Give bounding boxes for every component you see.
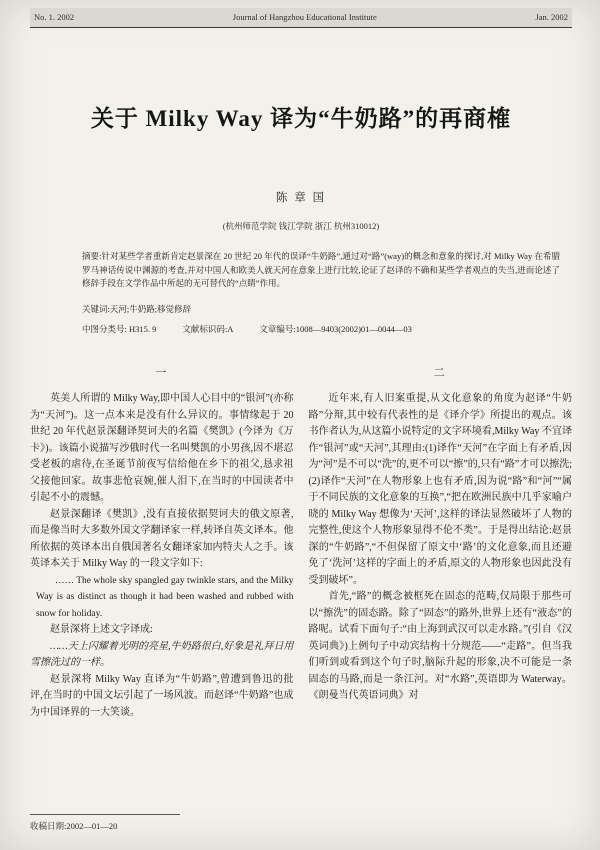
- right-column: [309, 363, 573, 722]
- left-column: [30, 363, 294, 722]
- issue-number: No. 1. 2002: [34, 12, 75, 22]
- front-matter: [82, 250, 560, 337]
- paragraph: 赵景深将 Milky Way 直译为“牛奶路”,曾遭到鲁迅的批评,在当时的中国文坛引起了一场风波。而赵译“牛奶路”也成为中国译界的一大笑谈。: [30, 673, 294, 718]
- article-id: 文章编号:1008—9403(2002)01—0044—03: [259, 324, 412, 334]
- page-footer: [30, 814, 180, 832]
- abstract-text: 摘要:针对某些学者重新肯定赵景深在 20 世纪 20 年代的误译“牛奶路”,通过对“路”(way)的概念和意象的探讨,对 Milky Way 在希腊罗马神话传说中渊源的考查,并对中国人和欧美人就天河在意象上进行比较,论证了赵译的不确和某些学者观点的失当,进而论述了修辞手段在文学作品中所起的无可替代的“点睛”作用。: [82, 251, 560, 288]
- journal-masthead: [30, 8, 572, 28]
- author-affiliation: (杭州师范学院 钱江学院 浙江 杭州310012): [222, 221, 380, 231]
- article-title: 关于 Milky Way 译为“牛奶路”的再商榷: [90, 106, 512, 131]
- author-name: 陈 章 国: [275, 192, 327, 204]
- paragraph: 近年来,有人旧案重提,从文化意象的角度为赵译“牛奶路”分辩,其中较有代表性的是《译介学》所提出的观点。该书作者认为,从这篇小说特定的文字环境看,Milky Way 不宜译作“银河”或“天河”,其理由:(1)译作“天河”在字面上有矛盾,因为“河”是不可以“洗”的,更不可以“擦”的,只有“路”才可以擦洗;(2)译作“天河”在人物形象上也有矛盾,因为说“路”和“河”“属于不同民族的文化意象的互换”,“把在欧洲民族中几乎家喻户晓的 Milky Way 想像为‘天河’,这样的译法显然破坏了人物的完整性,使这个人物形象显得不伦不类”。于是得出结论:赵景深的“牛奶路”,“不但保留了原文中‘路’的文化意象,而且还避免了‘洗河’这样的字面上的矛盾,原文的人物形象也因此没有受到破坏”。: [308, 393, 572, 586]
- document-code: 文献标识码:A: [182, 324, 234, 334]
- paragraph: 赵景深翻译《樊凯》,没有直接依据契诃夫的俄文原著,而是像当时大多数外国文学翻译家一样,转译自英文译本。他所依据的英译本出自俄国著名女翻译家加内特夫人之手。该英译本关于 Milky Way 的一段文字如下:: [30, 508, 294, 569]
- section-marker-two: 二: [433, 366, 447, 379]
- journal-name: Journal of Hangzhou Educational Institute: [232, 12, 377, 22]
- classification-line: [82, 323, 560, 337]
- paragraph: 首先,“路”的概念被框死在固态的范畴,仅局限于那些可以“擦洗”的固态路。除了“固态”的路外,世界上还有“液态”的路呢。试看下面句子:“由上海到武汉可以走水路。”(引自《汉英词典》)上例句子中动宾结构十分规范——“走路”。但当我们听到或看到这个句子时,脑际升起的形象,决不可能是一条固态的马路,而是一条江河。对“水路”,英语即为 Waterway。《朗曼当代英语词典》对: [308, 591, 572, 701]
- article-body: [30, 363, 572, 722]
- footnote-rule: [30, 814, 180, 815]
- paragraph: 英美人所谓的 Milky Way,即中国人心目中的“银河”(亦称为“天河”)。这一点本来是没有什么异议的。事情缘起于 20 世纪 20 年代赵景深翻译契诃夫的名篇《樊凯》(今译为《万卡》)。该篇小说描写沙俄时代一名叫樊凯的小男孩,因不堪忍受老板的虐待,在圣诞节前夜写信给他在乡下的祖父,恳求祖父接他回家。故事悲怆哀婉,催人泪下,在当时的中国读者中引起不小的震憾。: [30, 393, 294, 503]
- chinese-translation-quote: ……天上闪耀着光明的亮星,牛奶路很白,好象是礼拜日用雪擦洗过的一样。: [30, 640, 294, 668]
- issue-date: Jan. 2002: [535, 12, 568, 22]
- paragraph: 赵景深将上述文字译成:: [50, 624, 153, 635]
- keywords-line: 关键词:天河;牛奶路;移觉修辞: [82, 303, 192, 314]
- english-quotation: …… The whole sky spangled gay twinkle stars, and the Milky Way is as distinct as though it had been washed and rubbed with snow for holiday.: [36, 575, 294, 619]
- received-date: 收稿日期:2002—01—20: [30, 821, 118, 831]
- section-marker-one: 一: [155, 366, 169, 379]
- clc-number: 中图分类号: H315. 9: [82, 324, 157, 334]
